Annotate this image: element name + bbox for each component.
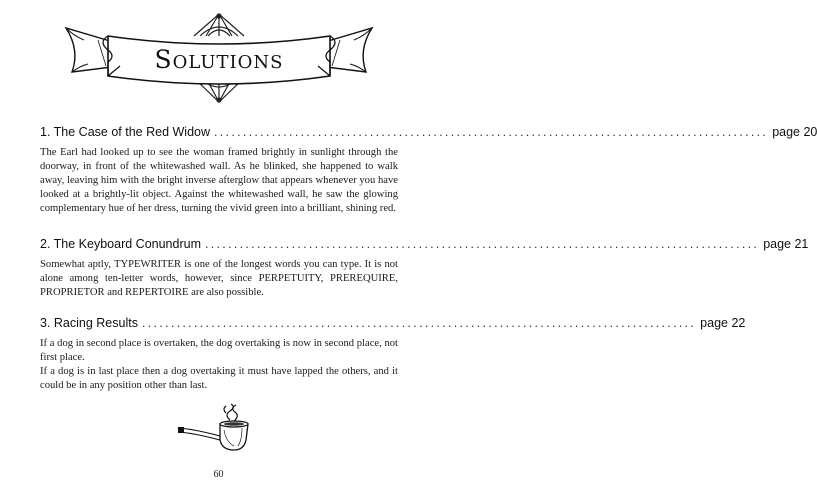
section-heading	[40, 315, 746, 331]
leader-dots: ................................................................................................	[141, 316, 697, 330]
section-title: 2. The Keyboard Conundrum	[40, 237, 201, 251]
section-title: 3. Racing Results	[40, 316, 138, 330]
leader-dots: ................................................................................................	[214, 125, 769, 139]
page-reference: page 22	[700, 316, 746, 330]
section-body	[40, 337, 398, 393]
section-heading	[40, 236, 809, 252]
section-body	[40, 146, 398, 216]
smoking-pipe-icon	[178, 404, 258, 452]
page-title: Solutions	[154, 45, 284, 74]
leader-dots: ................................................................................................	[204, 237, 760, 251]
title-banner	[58, 6, 380, 108]
paragraph: Somewhat aptly, TYPEWRITER is one of the longest words you can type. It is not alone among ten-letter words, however, since PERPETUITY, PREREQUIRE, PROPRIETOR and REPERTOIRE are also possible.	[40, 259, 398, 298]
solution-section-1	[40, 124, 817, 216]
paragraph: The Earl had looked up to see the woman framed brightly in sunlight through the doorway, in front of the whitewashed wall. As he blinked, she happened to walk away, leaving him with the bright inverse afterglow that appears whenever you have looked at a brightly-lit object. Against the whitewashed wall, he saw the glowing complementary hue of her dress, turning the vivid green into a brilliant, shining red.	[40, 147, 398, 214]
section-title: 1. The Case of the Red Widow	[40, 125, 210, 139]
section-heading	[40, 124, 817, 140]
paragraph: If a dog in second place is overtaken, the dog overtaking is now in second place, not first place.	[40, 338, 398, 363]
solution-section-2	[40, 236, 809, 300]
page-number: 60	[213, 469, 224, 480]
paragraph: If a dog is in last place then a dog overtaking it must have lapped the others, and it could be in any position other than last.	[40, 366, 398, 391]
page-reference: page 21	[763, 237, 809, 251]
solution-section-3	[40, 315, 746, 393]
page-reference: page 20	[772, 125, 817, 139]
section-body	[40, 258, 398, 300]
